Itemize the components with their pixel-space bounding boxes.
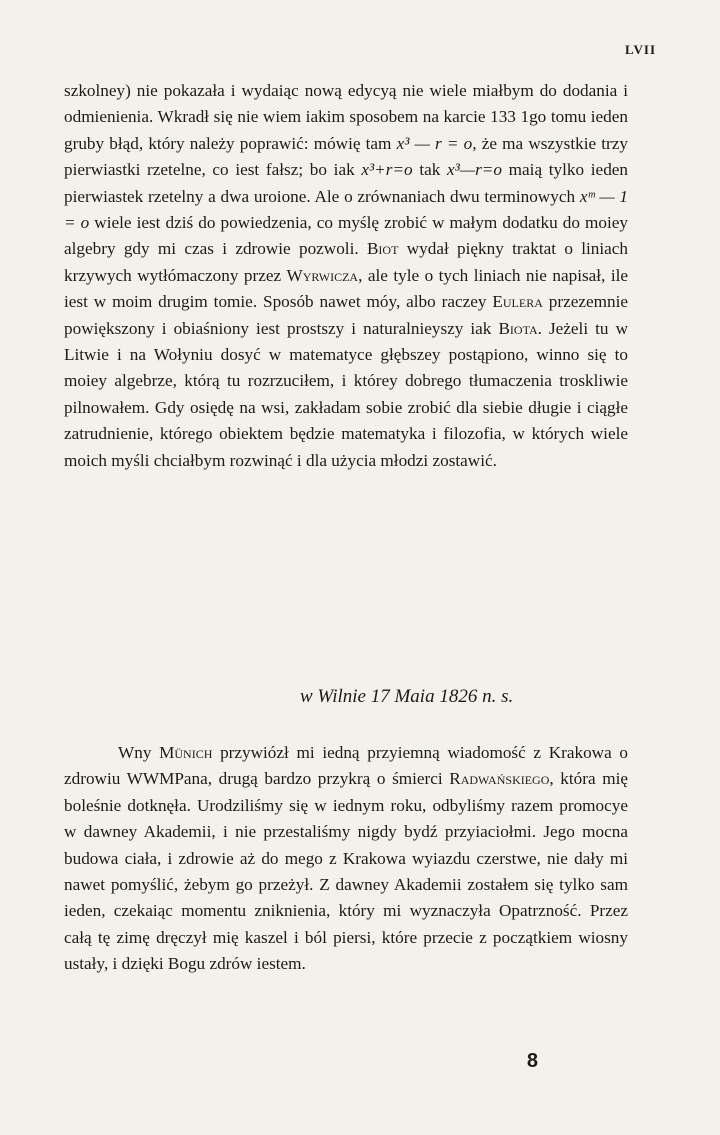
paragraph-letter-body — [64, 740, 628, 978]
text-run: przywiózł mi iedną przyiemną wiadomość z Krakowa o zdrowiu WWMPana, drugą bardzo przykrą o śmierci — [64, 743, 628, 789]
text-run: Wny — [118, 743, 160, 762]
person-name: Radwańskiego — [449, 769, 550, 789]
equation: x³ — r = o — [396, 133, 473, 153]
text-run: maią tylko ieden pierwiastek rzetelny a dwa uroione. Ale o zrównaniach dwu terminowych — [64, 160, 629, 206]
text-run: przezemnie powiększony i obiaśniony iest prostszy i naturalnieyszy iak — [64, 292, 628, 338]
text-run: , ale tyle o tych liniach nie napisał, ile iest w moim drugim tomie. Sposób nawet móy, albo raczey — [64, 265, 628, 312]
person-name: Münich — [159, 743, 213, 762]
text-run: , która mię boleśnie dotknęła. Urodziliśmy się w iednym roku, odbyliśmy razem promocye w dawney Akademii, i nie przestaliśmy nigdy bydź przyiaciołmi. Jego mocna budowa ciała, i zdrowie aż do mego z Krakowa wyiazdu czerstwe, nie dały mi nawet pomyślić, żebym go przeżył. Z dawney Akademii zostałem się tylko sam ieden, czekaiąc momentu zniknienia, który mi wyznaczyła Opatrzność. Przez całą tę zimę dręczył mię kaszel i ból piersi, które przecie z początkiem wiosny ustały, i dzięki Bogu zdrów iestem. — [64, 769, 628, 974]
person-name: Eulera — [492, 292, 543, 312]
person-name: Biot — [366, 239, 399, 259]
equation: x³—r=o — [447, 160, 502, 180]
person-name: Biota — [498, 318, 538, 338]
text-run: wiele iest dziś do powiedzenia, co myślę zrobić w małym dodatku do moiey algebry gdy mi czas i zdrowie pozwoli. — [64, 213, 628, 259]
equation: xᵐ — 1 = o — [64, 186, 629, 233]
person-name: Wyrwicza — [286, 265, 359, 285]
text-run: szkolney) nie pokazała i wydaiąc nową edycyą nie wiele miałbym do dodania i odmienienia. Wkradł się nie wiem iakim sposobem na karcie 133 1go tomu ieden gruby błąd, który należy poprawić: mówię tam — [64, 81, 628, 153]
letter-dateline: w Wilnie 17 Maia 1826 n. s. — [300, 686, 514, 707]
text-run: tak — [412, 160, 448, 180]
page-number: LVII — [625, 42, 656, 57]
text-run: . Jeżeli tu w Litwie i na Wołyniu dosyć w matematyce głębszey postąpiono, winno się to moiey algebrze, którą tu rozrzuciłem, i którey dobrego tłumaczenia troskliwie pilnowałem. Gdy osiędę na wsi, zakładam sobie zrobić dla siebie długie i ciągłe zatrudnienie, którego obiektem będzie matematyka i filozofia, w których wiele moich myśli chciałbym rozwinąć i dla użycia młodzi zostawić. — [64, 318, 628, 470]
signature-mark: 8 — [526, 1050, 538, 1072]
text-run: wydał piękny traktat o liniach krzywych wytłómaczony przez — [64, 239, 628, 285]
equation: x³+r=o — [361, 160, 413, 180]
text-run: , że ma wszystkie trzy pierwiastki rzetelne, co iest fałsz; bo iak — [64, 133, 628, 180]
paragraph-letter-continuation — [64, 78, 628, 474]
